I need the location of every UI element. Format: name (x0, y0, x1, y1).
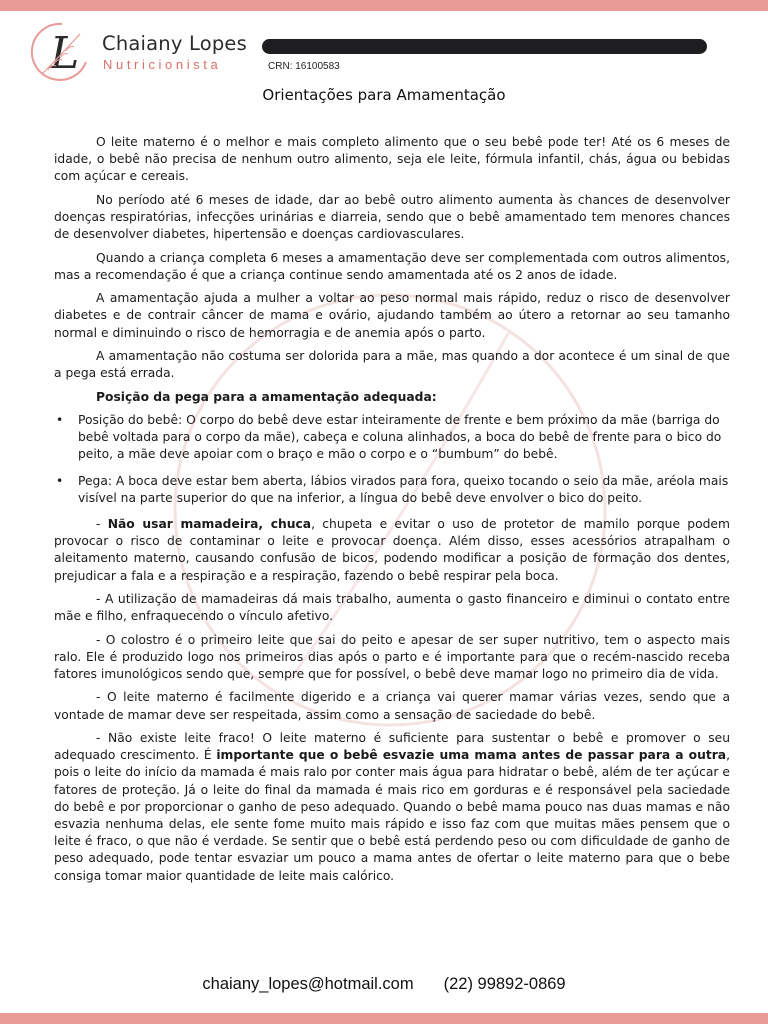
pega-heading: Posição da pega para a amamentação adequada: (96, 389, 437, 404)
brand-name: Chaiany Lopes (102, 32, 247, 55)
paragraph-colostro: - O colostro é o primeiro leite que sai do peito e apesar de ser super nutritivo, tem o aspecto mais ralo. Ele é produzido logo nos primeiros dias após o parto e é importante para que o recém-nascido receba fatores imunológicos sendo que, sempre que for possível, o bebê deve mamar logo no primeiro dia de vida. (54, 632, 730, 681)
paragraph-intro: O leite materno é o melhor e mais completo alimento que o seu bebê pode ter! Até os 6 meses de idade, o bebê não precisa de nenhum outro alimento, seja ele leite, fórmula infantil, chás, água ou bebidas com açúcar e cereais. (54, 135, 730, 184)
paragraph-digestao: - O leite materno é facilmente digerido e a criança vai querer mamar várias vezes, sendo que a vontade de mamar deve ser respeitada, assim como a sensação de saciedade do bebê. (54, 690, 730, 722)
paragraph-leite-fraco: - Não existe leite fraco! O leite materno é suficiente para sustentar o bebê e promover o seu adequado crescimento. É importante que o bebê esvazie uma mama antes de passar para a outra, pois o leite do início da mamada é mais ralo por conter mais água para hidratar o bebê, além de ter açúcar e fatores de proteção. Já o leite do final da mamada é mais rico em gorduras e é responsável pela saciedade do bebê e por proporcionar o ganho de peso adequado. Quando o bebê mama pouco nas duas mamas e não esvazia nenhuma delas, ele sente fome muito mais rápido e isso faz com que muitas mães pensem que o leite é fraco, o que não é verdade. Se sentir que o bebê está perdendo peso ou com dificuldade de ganho de peso adequado, pode tentar esvaziar um pouco a mama antes de ofertar o leite materno para que o bebe consiga tomar maior quantidade de leite mais calórico. (54, 730, 731, 883)
paragraph-pain: A amamentação não costuma ser dolorida para a mãe, mas quando a dor acontece é um sinal de que a pega está errada. (54, 348, 730, 381)
document-body (54, 134, 730, 891)
crn-number: CRN: 16100583 (268, 61, 340, 72)
brand-subtitle: Nutricionista (103, 57, 222, 72)
logo-letter: L (50, 28, 80, 79)
bullet-pega (56, 473, 730, 507)
paragraph-mother-benefits: A amamentação ajuda a mulher a voltar ao peso normal mais rápido, reduz o risco de desenvolver diabetes e de contrair câncer de mama e ovário, ajudando também ao útero a retornar ao seu tamanho normal e diminuindo o risco de hemorragia e de anemia após o parto. (54, 291, 730, 340)
bullet-posicao (56, 412, 730, 464)
bullet-text: Posição do bebê: O corpo do bebê deve estar inteiramente de frente e bem próximo da mãe (barriga do bebê voltada para o corpo da mãe), cabeça e coluna alinhados, a boca do bebê de frente para o bico do peito, a mãe deve apoiar com o braço e mão o corpo e o “bumbum” do bebê. (78, 412, 722, 462)
pega-bullet-list (54, 412, 730, 507)
bullet-dot: • (56, 412, 64, 427)
footer-phone[interactable]: (22) 99892-0869 (443, 975, 566, 993)
paragraph-mamadeira: - Não usar mamadeira, chuca, chupeta e evitar o uso de protetor de mamilo porque podem provocar o risco de contaminar o leite e provocar doença. Além disso, esses acessórios atrapalham o aleitamento materno, causando confusão de bicos, podendo modificar a posição de formação dos dentes, prejudicar a fala e a respiração e a respiração, fazendo o bebê respirar pela boca. (54, 516, 730, 583)
header-decorative-bar (262, 39, 707, 54)
bottom-accent-band (0, 1013, 768, 1024)
paragraph-six-months: Quando a criança completa 6 meses a amamentação deve ser complementada com outros alimentos, mas a recomendação é que a criança continue sendo amamentada até os 2 anos de idade. (54, 250, 730, 282)
footer-contact (0, 975, 768, 994)
logo-icon (28, 18, 90, 84)
top-accent-band (0, 0, 768, 11)
bullet-dot: • (56, 473, 64, 488)
paragraph-risks: No período até 6 meses de idade, dar ao bebê outro alimento aumenta às chances de desenvolver doenças respiratórias, infecções urinárias e diarreia, sendo que o bebê amamentado tem menores chances de desenvolver diabetes, hipertensão e doenças cardiovasculares. (54, 192, 730, 242)
footer-email[interactable]: chaiany_lopes@hotmail.com (202, 975, 414, 993)
paragraph-mamadeira-custos: - A utilização de mamadeiras dá mais trabalho, aumenta o gasto financeiro e diminui o contato entre mãe e filho, enfraquecendo o vínculo afetivo. (54, 591, 730, 624)
bullet-text: Pega: A boca deve estar bem aberta, lábios virados para fora, queixo tocando o seio da mãe, aréola mais visível na parte superior do que na inferior, a língua do bebê deve envolver o bico do peito. (78, 473, 729, 505)
page-title: Orientações para Amamentação (262, 86, 506, 104)
